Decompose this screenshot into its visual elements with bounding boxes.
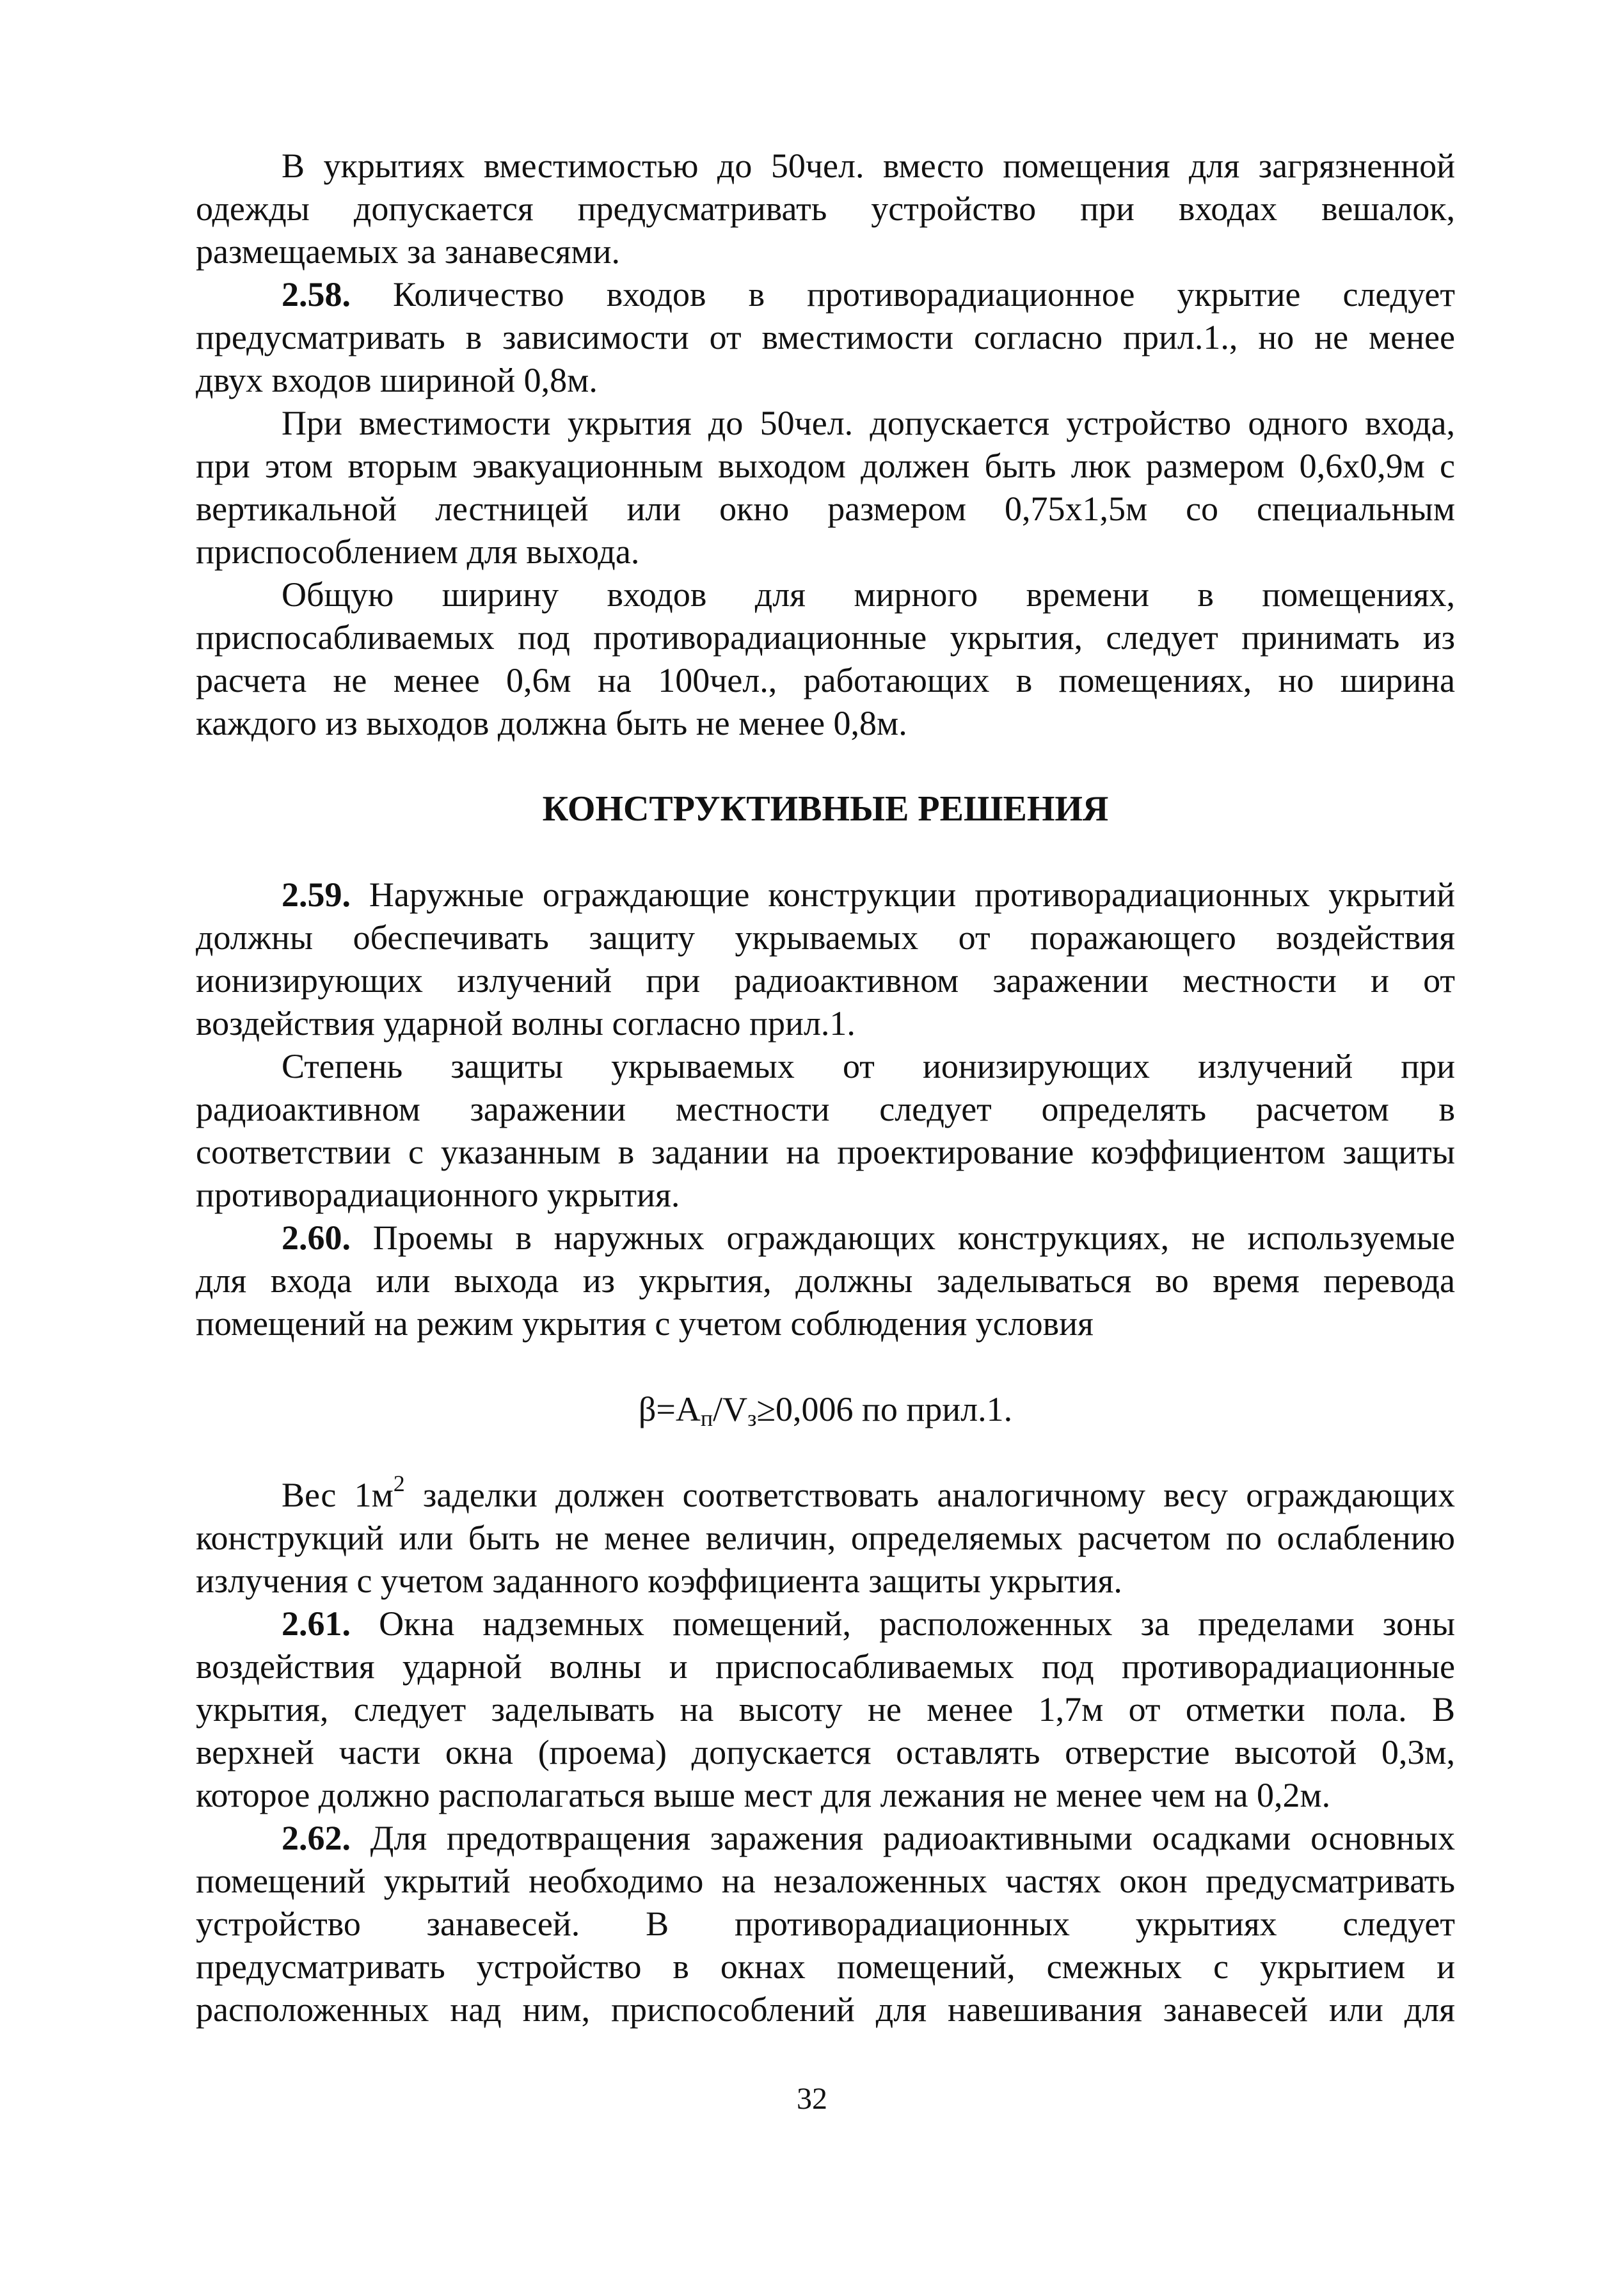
paragraph-coat-hangers: [196, 145, 1455, 273]
page-content: [196, 145, 1455, 2031]
text-line: ионизирующих излучений при радиоактивном заражении местности и от: [196, 961, 1455, 1000]
text-line: соответствии с указанным в задании на проектирование коэффициентом защиты: [196, 1133, 1455, 1171]
clause-text: Проемы в наружных ограждающих конструкциях, не используемые: [351, 1219, 1455, 1257]
clause-number: 2.59.: [282, 875, 351, 914]
clause-number: 2.60.: [282, 1219, 351, 1257]
clause-number: 2.62.: [282, 1819, 351, 1857]
text-line: приспособлением для выхода.: [196, 532, 640, 571]
clause-text: Вес 1м: [282, 1476, 394, 1514]
superscript: 2: [393, 1471, 405, 1496]
text-line: должны обеспечивать защиту укрываемых от поражающего воздействия: [196, 918, 1455, 957]
text-line: предусматривать в зависимости от вместимости согласно прил.1., но не менее: [196, 318, 1455, 356]
text-line: устройство занавесей. В противорадиационных укрытиях следует: [196, 1905, 1455, 1943]
text-line: В укрытиях вместимостью до 50чел. вместо помещения для загрязненной: [282, 147, 1455, 185]
text-line: радиоактивном заражении местности следует определять расчетом в: [196, 1090, 1455, 1128]
text-line: Общую ширину входов для мирного времени в помещениях,: [282, 575, 1455, 614]
text-line: [196, 1217, 1455, 1259]
text-line: [196, 273, 1455, 316]
text-line: расчета не менее 0,6м на 100чел., работающих в помещениях, но ширина: [196, 661, 1455, 699]
text-line: размещаемых за занавесями.: [196, 232, 620, 271]
text-line: вертикальной лестницей или окно размером 0,75х1,5м со специальным: [196, 490, 1455, 528]
clause-text: Количество входов в противорадиационное укрытие следует: [351, 275, 1455, 314]
text-line: излучения с учетом заданного коэффициента защиты укрытия.: [196, 1562, 1122, 1600]
text-line: воздействия ударной волны и приспосабливаемых под противорадиационные: [196, 1647, 1455, 1686]
formula-subscript: з: [747, 1405, 757, 1431]
formula: [196, 1388, 1455, 1431]
text-line: [196, 1817, 1455, 1860]
paragraph-2-62: [196, 1817, 1455, 2031]
formula-subscript: п: [700, 1405, 713, 1431]
text-line: двух входов шириной 0,8м.: [196, 361, 598, 399]
paragraph-2-60: [196, 1217, 1455, 1345]
clause-text: заделки должен соответствовать аналогичному весу ограждающих: [404, 1476, 1455, 1514]
text-line: конструкций или быть не менее величин, определяемых расчетом по ослаблению: [196, 1519, 1455, 1557]
text-line: При вместимости укрытия до 50чел. допускается устройство одного входа,: [282, 404, 1455, 442]
paragraph-2-59: [196, 874, 1455, 1045]
clause-text: Окна надземных помещений, расположенных за пределами зоны: [351, 1604, 1455, 1643]
clause-number: 2.61.: [282, 1604, 351, 1643]
paragraph-2-61: [196, 1603, 1455, 1817]
paragraph-2-58: [196, 273, 1455, 402]
paragraph-single-entrance: [196, 402, 1455, 573]
page-number: 32: [797, 2082, 827, 2116]
clause-number: 2.58.: [282, 275, 351, 314]
text-line: противорадиационного укрытия.: [196, 1176, 680, 1214]
text-line: помещений на режим укрытия с учетом соблюдения условия: [196, 1304, 1094, 1343]
text-line: приспосабливаемых под противорадиационные укрытия, следует принимать из: [196, 618, 1455, 657]
text-line: помещений укрытий необходимо на незаложенных частях окон предусматривать: [196, 1862, 1455, 1900]
text-line: Степень защиты укрываемых от ионизирующих излучений при: [282, 1047, 1455, 1085]
text-line: каждого из выходов должна быть не менее 0,8м.: [196, 704, 907, 742]
clause-text: Наружные ограждающие конструкции противорадиационных укрытий: [351, 875, 1455, 914]
text-line: верхней части окна (проема) допускается оставлять отверстие высотой 0,3м,: [196, 1733, 1455, 1771]
clause-text: Для предотвращения заражения радиоактивными осадками основных: [351, 1819, 1455, 1857]
text-line: которое должно располагаться выше мест для лежания не менее чем на 0,2м.: [196, 1776, 1331, 1814]
text-line: [196, 1603, 1455, 1645]
paragraph-protection-degree: [196, 1045, 1455, 1217]
text-line: при этом вторым эвакуационным выходом должен быть люк размером 0,6х0,9м с: [196, 447, 1455, 485]
text-line: [196, 1471, 1455, 1517]
paragraph-entrance-width: [196, 573, 1455, 745]
section-heading: КОНСТРУКТИВНЫЕ РЕШЕНИЯ: [542, 789, 1109, 829]
paragraph-fill-weight: [196, 1471, 1455, 1603]
text-line: расположенных над ним, приспособлений для навешивания занавесей или для: [196, 1990, 1455, 2029]
text-line: предусматривать устройство в окнах помещений, смежных с укрытием и: [196, 1947, 1455, 1986]
formula-part: /V: [713, 1390, 748, 1428]
text-line: для входа или выхода из укрытия, должны заделываться во время перевода: [196, 1261, 1455, 1300]
text-line: укрытия, следует заделывать на высоту не менее 1,7м от отметки пола. В: [196, 1690, 1455, 1729]
text-line: одежды допускается предусматривать устройство при входах вешалок,: [196, 189, 1455, 228]
text-line: воздействия ударной волны согласно прил.1.: [196, 1004, 856, 1043]
formula-part: β=A: [638, 1390, 701, 1428]
formula-part: ≥0,006 по прил.1.: [756, 1390, 1013, 1428]
text-line: [196, 874, 1455, 916]
